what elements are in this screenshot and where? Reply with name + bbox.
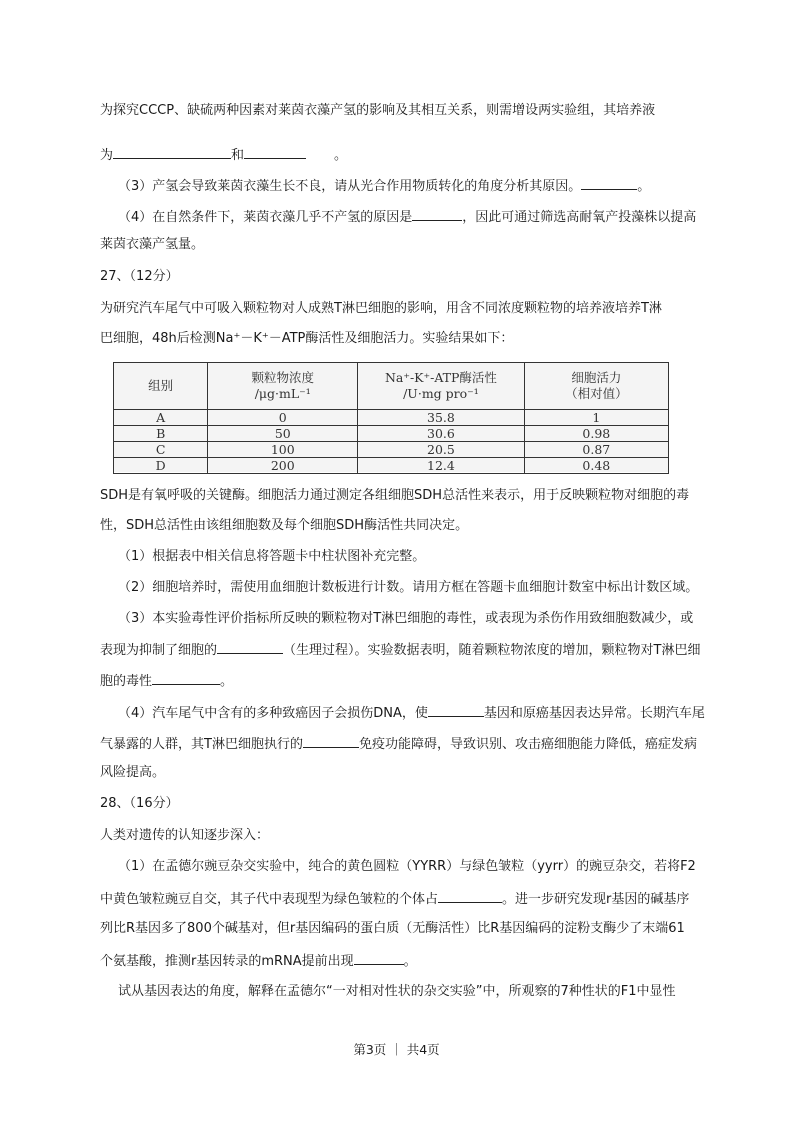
table-cell: B bbox=[114, 426, 208, 442]
table-cell: 30.6 bbox=[358, 426, 525, 442]
paragraph-line: 为研究汽车尾气中可吸入颗粒物对人成熟T淋巴细胞的影响，用含不同浓度颗粒物的培养液培养T淋 bbox=[100, 301, 662, 316]
paragraph-line: 列比R基因多了800个碱基对，但r基因编码的蛋白质（无酶活性）比R基因编码的淀粉支酶少了末端61 bbox=[100, 921, 685, 936]
table-cell: 50 bbox=[208, 426, 358, 442]
table-cell: C bbox=[114, 442, 208, 458]
paragraph-line: 中黄色皱粒豌豆自交，其子代中表现型为绿色皱粒的个体占 。进一步研究发现r基因的碱基序 bbox=[100, 889, 689, 909]
question-line: （4）在自然条件下，莱茵衣藻几乎不产氢的原因是 ，因此可通过筛选高耐氧产投藻株以提高 bbox=[118, 207, 696, 227]
table-cell: 200 bbox=[208, 458, 358, 474]
paragraph-line: 表现为抑制了细胞的 （生理过程）。实验数据表明，随着颗粒物浓度的增加，颗粒物对T淋巴细 bbox=[100, 640, 700, 660]
question-line: （4）汽车尾气中含有的多种致癌因子会损伤DNA，使 基因和原癌基因表达异常。长期汽车尾 bbox=[118, 703, 705, 723]
question-line: （3）产氢会导致莱茵衣藻生长不良，请从光合作用物质转化的角度分析其原因。 。 bbox=[118, 176, 650, 196]
table-header-concentration: 颗粒物浓度 /μg·mL⁻¹ bbox=[208, 363, 358, 410]
paragraph-line: 人类对遗传的认知逐步深入： bbox=[100, 828, 270, 843]
answer-blank bbox=[581, 176, 637, 190]
answer-blank bbox=[152, 671, 220, 685]
answer-blank bbox=[438, 889, 502, 903]
table-row bbox=[114, 426, 669, 442]
page-footer: 第3页 ｜ 共4页 bbox=[353, 1042, 440, 1057]
table-cell: 0.87 bbox=[524, 442, 668, 458]
paragraph-line: 胞的毒性 。 bbox=[100, 671, 233, 691]
table-header-atpase: Na⁺-K⁺-ATP酶活性 /U·mg pro⁻¹ bbox=[358, 363, 525, 410]
table-cell: 20.5 bbox=[358, 442, 525, 458]
table-row bbox=[114, 442, 669, 458]
paragraph-line: 风险提高。 bbox=[100, 765, 166, 780]
paragraph-line: 为探究CCCP、缺硫两种因素对莱茵衣藻产氢的影响及其相互关系，则需增设两实验组，其培养液 bbox=[100, 103, 656, 118]
table-cell: A bbox=[114, 410, 208, 426]
table-cell: 35.8 bbox=[358, 410, 525, 426]
paragraph-line: 气暴露的人群，其T淋巴细胞执行的 免疫功能障碍，导致识别、攻击癌细胞能力降低，癌症发病 bbox=[100, 734, 697, 754]
paragraph-line: 巴细胞，48h后检测Na⁺－K⁺－ATP酶活性及细胞活力。实验结果如下： bbox=[100, 331, 514, 346]
table-row bbox=[114, 458, 669, 474]
answer-blank bbox=[244, 145, 306, 159]
table-cell: 1 bbox=[524, 410, 668, 426]
table-cell: D bbox=[114, 458, 208, 474]
table-header-group: 组别 bbox=[114, 363, 208, 410]
question-line: （1）在孟德尔豌豆杂交实验中，纯合的黄色圆粒（YYRR）与绿色皱粒（yyrr）的豌豆杂交，若将F2 bbox=[118, 859, 696, 874]
question-heading: 27、（12分） bbox=[100, 269, 179, 284]
paragraph-line: SDH是有氧呼吸的关键酶。细胞活力通过测定各组细胞SDH总活性来表示，用于反映颗粒物对细胞的毒 bbox=[100, 488, 690, 503]
table-cell: 0.48 bbox=[524, 458, 668, 474]
table-cell: 12.4 bbox=[358, 458, 525, 474]
table-row bbox=[114, 410, 669, 426]
answer-blank bbox=[113, 145, 231, 159]
answer-blank bbox=[412, 207, 462, 221]
table-cell: 100 bbox=[208, 442, 358, 458]
answer-blank bbox=[354, 951, 404, 965]
table-cell: 0 bbox=[208, 410, 358, 426]
answer-blank bbox=[217, 640, 283, 654]
question-line: 试从基因表达的角度，解释在孟德尔“一对相对性状的杂交实验”中，所观察的7种性状的F1中显性 bbox=[118, 984, 676, 999]
question-heading: 28、（16分） bbox=[100, 796, 179, 811]
paragraph-line: 为 和 。 bbox=[100, 145, 347, 165]
question-line: （1）根据表中相关信息将答题卡中柱状图补充完整。 bbox=[118, 549, 426, 564]
question-line: （2）细胞培养时，需使用血细胞计数板进行计数。请用方框在答题卡血细胞计数室中标出计数区域。 bbox=[118, 580, 699, 595]
answer-blank bbox=[428, 703, 484, 717]
table-header-viability: 细胞活力 （相对值） bbox=[524, 363, 668, 410]
paragraph-line: 个氨基酸，推测r基因转录的mRNA提前出现 。 bbox=[100, 951, 417, 971]
question-line: （3）本实验毒性评价指标所反映的颗粒物对T淋巴细胞的毒性，或表现为杀伤作用致细胞数减少，或 bbox=[118, 611, 694, 626]
answer-blank bbox=[303, 734, 359, 748]
paragraph-line: 莱茵衣藻产氢量。 bbox=[100, 237, 205, 252]
results-table bbox=[113, 362, 669, 472]
table-cell: 0.98 bbox=[524, 426, 668, 442]
paragraph-line: 性，SDH总活性由该组细胞数及每个细胞SDH酶活性共同决定。 bbox=[100, 518, 469, 533]
